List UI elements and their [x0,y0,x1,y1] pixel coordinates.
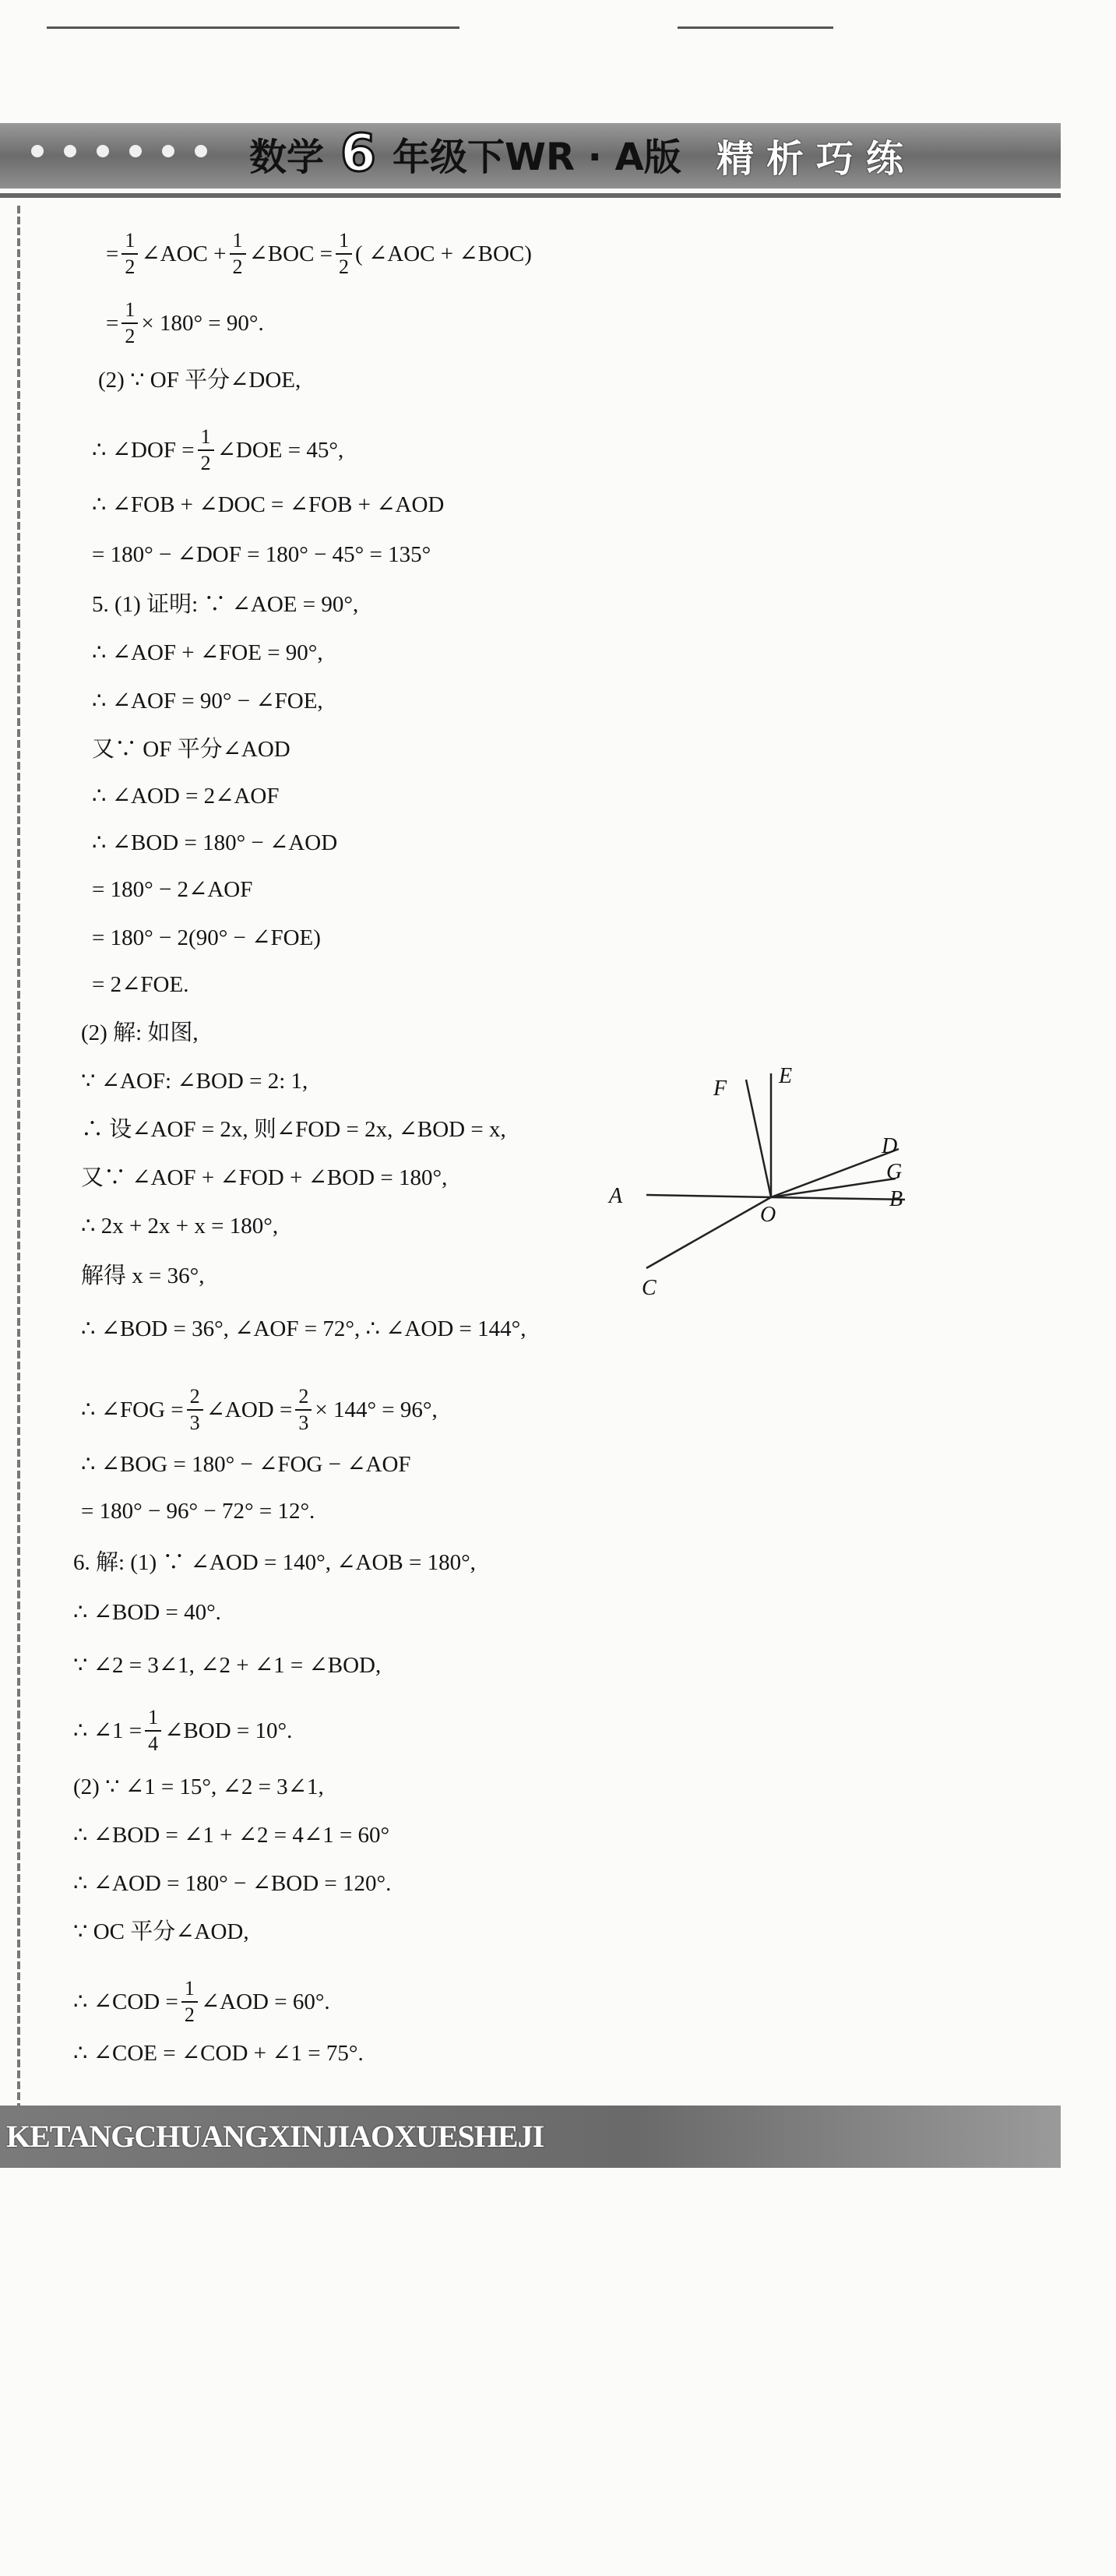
solution-line [73,1869,391,1898]
dot-icon [97,145,109,157]
solution-line [81,1315,526,1343]
solution-line [92,687,323,715]
dot-icon [162,145,174,157]
line-text: ∴ ∠BOD = 40°. [73,1600,221,1625]
solution-line [92,735,290,763]
fraction-numerator: 1 [230,231,246,255]
ray-OA [646,1195,771,1197]
ray-OF [746,1080,771,1197]
solution-line [73,1979,330,2025]
line-text: 6. 解: (1) ∵ ∠AOD = 140°, ∠AOB = 180°, [73,1550,476,1575]
solution-line [81,1019,199,1047]
banner-dots [0,136,234,167]
label-G: G [886,1160,903,1184]
line-text: = [106,311,119,336]
line-text: 解得 x = 36°, [81,1263,205,1288]
left-dashed-border [17,206,20,2106]
subject-label: 数学 [249,135,325,179]
solution-line [81,1212,278,1240]
label-O: O [760,1203,776,1227]
solution-line [106,300,264,347]
line-text: = 180° − 2∠AOF [92,877,253,902]
footer-text: KETANGCHUANGXINJIAOXUESHEJI [6,2119,544,2154]
fraction [230,231,246,277]
ray-OD [771,1149,899,1197]
solution-line [73,1821,389,1849]
fraction-numerator: 1 [121,231,138,255]
line-text: (2) 解: 如图, [81,1020,199,1045]
line-text: ∴ ∠DOF = [92,438,195,463]
line-text: ∠BOC = [248,241,333,266]
solution-line [73,1773,324,1801]
line-text: ∴ ∠FOG = [81,1397,184,1422]
grade-number: 6 [340,123,376,183]
ray-OG [771,1179,896,1197]
fraction-denominator: 2 [125,325,136,347]
dot-icon [64,145,76,157]
solution-line [92,971,188,999]
dot-icon [195,145,207,157]
top-rule-left [47,26,459,29]
ray-OB [771,1197,905,1200]
line-text: ∴ ∠AOD = 180° − ∠BOD = 120°. [73,1871,392,1896]
angle-figure [600,1052,942,1301]
solution-line [92,876,252,904]
label-B: B [889,1187,903,1211]
line-text: ∠DOE = 45°, [217,438,344,463]
label-C: C [642,1276,657,1300]
solution-line [92,590,358,618]
fraction [145,1707,161,1754]
banner-title [249,123,681,183]
fraction-denominator: 2 [200,452,211,474]
line-text: × 180° = 90°. [141,311,264,336]
fraction-numerator: 1 [198,427,214,451]
solution-line [81,1262,204,1290]
fraction-numerator: 1 [145,1707,161,1732]
line-text: = 180° − 2(90° − ∠FOE) [92,925,321,950]
solution-line [81,1450,411,1478]
line-text: 5. (1) 证明: ∵ ∠AOE = 90°, [92,592,359,617]
line-text: ∴ ∠BOD = ∠1 + ∠2 = 4∠1 = 60° [73,1823,390,1848]
ray-OC [646,1197,771,1268]
line-text: ∴ ∠AOF + ∠FOE = 90°, [92,640,323,665]
fraction-denominator: 2 [339,255,350,278]
line-text: = 180° − ∠DOF = 180° − 45° = 135° [92,542,431,567]
fraction [198,427,214,474]
line-text: = [106,241,119,266]
line-text: ∴ ∠FOB + ∠DOC = ∠FOB + ∠AOD [92,492,445,517]
line-text: ∠BOD = 10°. [164,1718,293,1743]
line-text: ∴ ∠COD = [73,1989,178,2014]
fraction-denominator: 2 [125,255,136,278]
line-text: × 144° = 96°, [315,1397,438,1422]
solution-line [81,1387,438,1433]
fraction [181,1979,198,2025]
fraction [336,231,352,277]
solution-line [106,231,532,277]
solution-line [73,1707,292,1754]
solution-line [81,1497,315,1525]
line-text: ∴ ∠BOG = 180° − ∠FOG − ∠AOF [81,1452,411,1477]
line-text: 又∵ ∠AOF + ∠FOD + ∠BOD = 180°, [81,1165,448,1190]
top-rule-right [678,26,833,29]
solution-line [81,1067,308,1095]
fraction-numerator: 1 [121,300,138,324]
label-E: E [779,1064,793,1088]
fraction-denominator: 4 [148,1732,159,1755]
fraction [295,1387,312,1433]
line-text: = 180° − 96° − 72° = 12°. [81,1499,315,1524]
solution-line [92,782,280,810]
line-text: ∴ ∠AOF = 90° − ∠FOE, [92,689,323,714]
line-text: ∴ 2x + 2x + x = 180°, [81,1214,279,1239]
fraction-numerator: 1 [336,231,352,255]
line-text: ∠AOD = [206,1397,293,1422]
line-text: ∴ ∠COE = ∠COD + ∠1 = 75°. [73,2041,364,2066]
solution-line [92,541,431,569]
line-text: ∵ ∠2 = 3∠1, ∠2 + ∠1 = ∠BOD, [73,1653,382,1678]
line-text: ∠AOD = 60°. [200,1989,330,2014]
solution-line [73,1651,381,1679]
label-D: D [882,1134,898,1158]
solution-line [73,1598,221,1626]
banner-rule [0,193,1061,198]
fraction [121,300,138,347]
line-text: ∵ ∠AOF: ∠BOD = 2: 1, [81,1069,308,1094]
label-F: F [713,1077,727,1101]
line-text: ∴ ∠AOD = 2∠AOF [92,784,280,809]
solution-line [92,924,321,952]
fraction-numerator: 2 [187,1387,203,1411]
grade-text: 年级下WR · A版 [393,135,681,179]
solution-line [92,829,337,857]
line-text: (2) ∵ ∠1 = 15°, ∠2 = 3∠1, [73,1774,324,1799]
fraction [187,1387,203,1433]
fraction-numerator: 2 [295,1387,312,1411]
label-A: A [609,1184,623,1208]
solution-line [73,2039,364,2067]
fraction-numerator: 1 [181,1979,198,2003]
fraction-denominator: 2 [232,255,243,278]
line-text: ∴ ∠BOD = 180° − ∠AOD [92,830,338,855]
line-text: = 2∠FOE. [92,972,189,997]
line-text: ∴ ∠1 = [73,1718,143,1743]
fraction-denominator: 3 [189,1411,200,1434]
line-text: ( ∠AOC + ∠BOC) [355,241,532,266]
solution-line [73,1918,249,1946]
solution-line [98,366,301,394]
fraction [121,231,138,277]
line-text: ∵ OC 平分∠AOD, [73,1919,249,1944]
solution-line [73,1549,476,1577]
dot-icon [129,145,142,157]
solution-line [92,491,444,519]
line-text: ∠AOC + [141,241,227,266]
solution-line [92,427,343,474]
banner-badge: 精析巧练 [716,136,917,181]
solution-line [92,639,323,667]
dot-icon [31,145,44,157]
line-text: ∴ ∠BOD = 36°, ∠AOF = 72°, ∴ ∠AOD = 144°, [81,1316,526,1341]
line-text: 又∵ OF 平分∠AOD [92,737,290,762]
line-text: (2) ∵ OF 平分∠DOE, [98,368,301,393]
solution-line [81,1164,447,1192]
solution-line [81,1115,506,1144]
line-text: ∴ 设∠AOF = 2x, 则∠FOD = 2x, ∠BOD = x, [81,1117,506,1142]
fraction-denominator: 3 [298,1411,309,1434]
fraction-denominator: 2 [184,2003,195,2026]
